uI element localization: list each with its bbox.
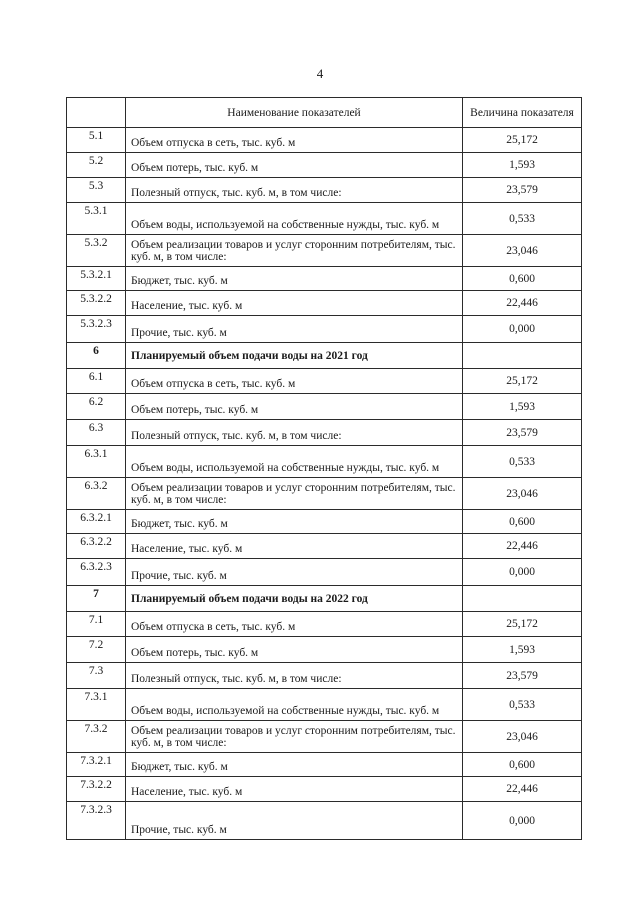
- row-name: Объем воды, используемой на собственные нужды, тыс. куб. м: [126, 203, 463, 235]
- row-name: Бюджет, тыс. куб. м: [126, 267, 463, 291]
- table-row: [67, 128, 582, 153]
- row-number: 5.3.2.2: [67, 291, 126, 316]
- row-number: 6.3: [67, 420, 126, 446]
- row-number: 7.3.2.2: [67, 777, 126, 802]
- row-name: Прочие, тыс. куб. м: [126, 802, 463, 840]
- row-name: Население, тыс. куб. м: [126, 534, 463, 559]
- row-value: 0,533: [463, 203, 582, 235]
- table-row: [67, 203, 582, 235]
- table-row: [67, 267, 582, 291]
- table-header-row: [67, 98, 582, 128]
- row-name: Бюджет, тыс. куб. м: [126, 753, 463, 777]
- row-name: Объем воды, используемой на собственные нужды, тыс. куб. м: [126, 689, 463, 721]
- row-value: 25,172: [463, 128, 582, 153]
- table-row: [67, 235, 582, 267]
- row-number: 7.3.2: [67, 721, 126, 753]
- row-value: 23,579: [463, 178, 582, 203]
- row-number: 5.3.1: [67, 203, 126, 235]
- row-value: 0,000: [463, 559, 582, 586]
- row-value: 0,533: [463, 689, 582, 721]
- header-number: [67, 98, 126, 128]
- row-number: 7: [67, 586, 126, 612]
- row-value: 25,172: [463, 369, 582, 394]
- row-name: Население, тыс. куб. м: [126, 291, 463, 316]
- row-number: 6: [67, 343, 126, 369]
- row-value: 25,172: [463, 612, 582, 637]
- row-value: 0,600: [463, 267, 582, 291]
- row-name: Объем воды, используемой на собственные нужды, тыс. куб. м: [126, 446, 463, 478]
- table-row: [67, 478, 582, 510]
- row-name: Объем отпуска в сеть, тыс. куб. м: [126, 369, 463, 394]
- row-number: 7.3.1: [67, 689, 126, 721]
- table-row: [67, 153, 582, 178]
- row-name: Полезный отпуск, тыс. куб. м, в том числе:: [126, 420, 463, 446]
- row-value: 23,579: [463, 420, 582, 446]
- row-number: 6.3.1: [67, 446, 126, 478]
- section-row: [67, 586, 582, 612]
- table-row: [67, 420, 582, 446]
- table-row: [67, 446, 582, 478]
- row-number: 7.3: [67, 663, 126, 689]
- row-value: [463, 586, 582, 612]
- row-name: Прочие, тыс. куб. м: [126, 559, 463, 586]
- section-title: Планируемый объем подачи воды на 2022 год: [126, 586, 463, 612]
- row-number: 5.3.2.3: [67, 316, 126, 343]
- row-value: 0,000: [463, 802, 582, 840]
- header-value: Величина показателя: [463, 98, 582, 128]
- row-name: Объем реализации товаров и услуг сторонним потребителям, тыс. куб. м, в том числе:: [126, 478, 463, 510]
- row-value: 23,579: [463, 663, 582, 689]
- row-value: 23,046: [463, 721, 582, 753]
- row-name: Объем отпуска в сеть, тыс. куб. м: [126, 128, 463, 153]
- row-value: 1,593: [463, 394, 582, 420]
- row-name: Полезный отпуск, тыс. куб. м, в том числе:: [126, 178, 463, 203]
- row-name: Объем потерь, тыс. куб. м: [126, 394, 463, 420]
- row-name: Объем потерь, тыс. куб. м: [126, 637, 463, 663]
- row-name: Полезный отпуск, тыс. куб. м, в том числе:: [126, 663, 463, 689]
- row-value: 22,446: [463, 534, 582, 559]
- table-row: [67, 510, 582, 534]
- row-number: 6.2: [67, 394, 126, 420]
- row-value: 0,600: [463, 753, 582, 777]
- row-name: Объем реализации товаров и услуг сторонним потребителям, тыс. куб. м, в том числе:: [126, 721, 463, 753]
- table-row: [67, 316, 582, 343]
- row-number: 5.2: [67, 153, 126, 178]
- table-row: [67, 753, 582, 777]
- row-number: 6.1: [67, 369, 126, 394]
- row-value: 23,046: [463, 478, 582, 510]
- table-row: [67, 291, 582, 316]
- row-number: 7.1: [67, 612, 126, 637]
- table-row: [67, 663, 582, 689]
- row-name: Объем отпуска в сеть, тыс. куб. м: [126, 612, 463, 637]
- row-name: Объем потерь, тыс. куб. м: [126, 153, 463, 178]
- row-number: 6.3.2.1: [67, 510, 126, 534]
- row-value: 22,446: [463, 777, 582, 802]
- row-number: 5.3.2.1: [67, 267, 126, 291]
- row-number: 5.3: [67, 178, 126, 203]
- table-row: [67, 559, 582, 586]
- table-row: [67, 612, 582, 637]
- row-number: 6.3.2: [67, 478, 126, 510]
- row-number: 6.3.2.3: [67, 559, 126, 586]
- table-row: [67, 777, 582, 802]
- header-name: Наименование показателей: [126, 98, 463, 128]
- row-name: Население, тыс. куб. м: [126, 777, 463, 802]
- table-row: [67, 721, 582, 753]
- row-value: 0,533: [463, 446, 582, 478]
- row-name: Бюджет, тыс. куб. м: [126, 510, 463, 534]
- row-number: 6.3.2.2: [67, 534, 126, 559]
- row-value: 1,593: [463, 637, 582, 663]
- row-value: 0,000: [463, 316, 582, 343]
- table-row: [67, 369, 582, 394]
- section-title: Планируемый объем подачи воды на 2021 год: [126, 343, 463, 369]
- row-name: Объем реализации товаров и услуг сторонним потребителям, тыс. куб. м, в том числе:: [126, 235, 463, 267]
- row-number: 7.3.2.1: [67, 753, 126, 777]
- table-row: [67, 178, 582, 203]
- row-number: 5.3.2: [67, 235, 126, 267]
- table-row: [67, 802, 582, 840]
- table-row: [67, 394, 582, 420]
- table-body: [67, 128, 582, 840]
- row-name: Прочие, тыс. куб. м: [126, 316, 463, 343]
- table-row: [67, 637, 582, 663]
- row-number: 7.2: [67, 637, 126, 663]
- row-value: 1,593: [463, 153, 582, 178]
- row-number: 5.1: [67, 128, 126, 153]
- indicators-table: [66, 97, 582, 840]
- table-row: [67, 534, 582, 559]
- row-value: [463, 343, 582, 369]
- row-value: 23,046: [463, 235, 582, 267]
- table-row: [67, 689, 582, 721]
- row-number: 7.3.2.3: [67, 802, 126, 840]
- row-value: 0,600: [463, 510, 582, 534]
- section-row: [67, 343, 582, 369]
- row-value: 22,446: [463, 291, 582, 316]
- page-number: 4: [316, 66, 324, 81]
